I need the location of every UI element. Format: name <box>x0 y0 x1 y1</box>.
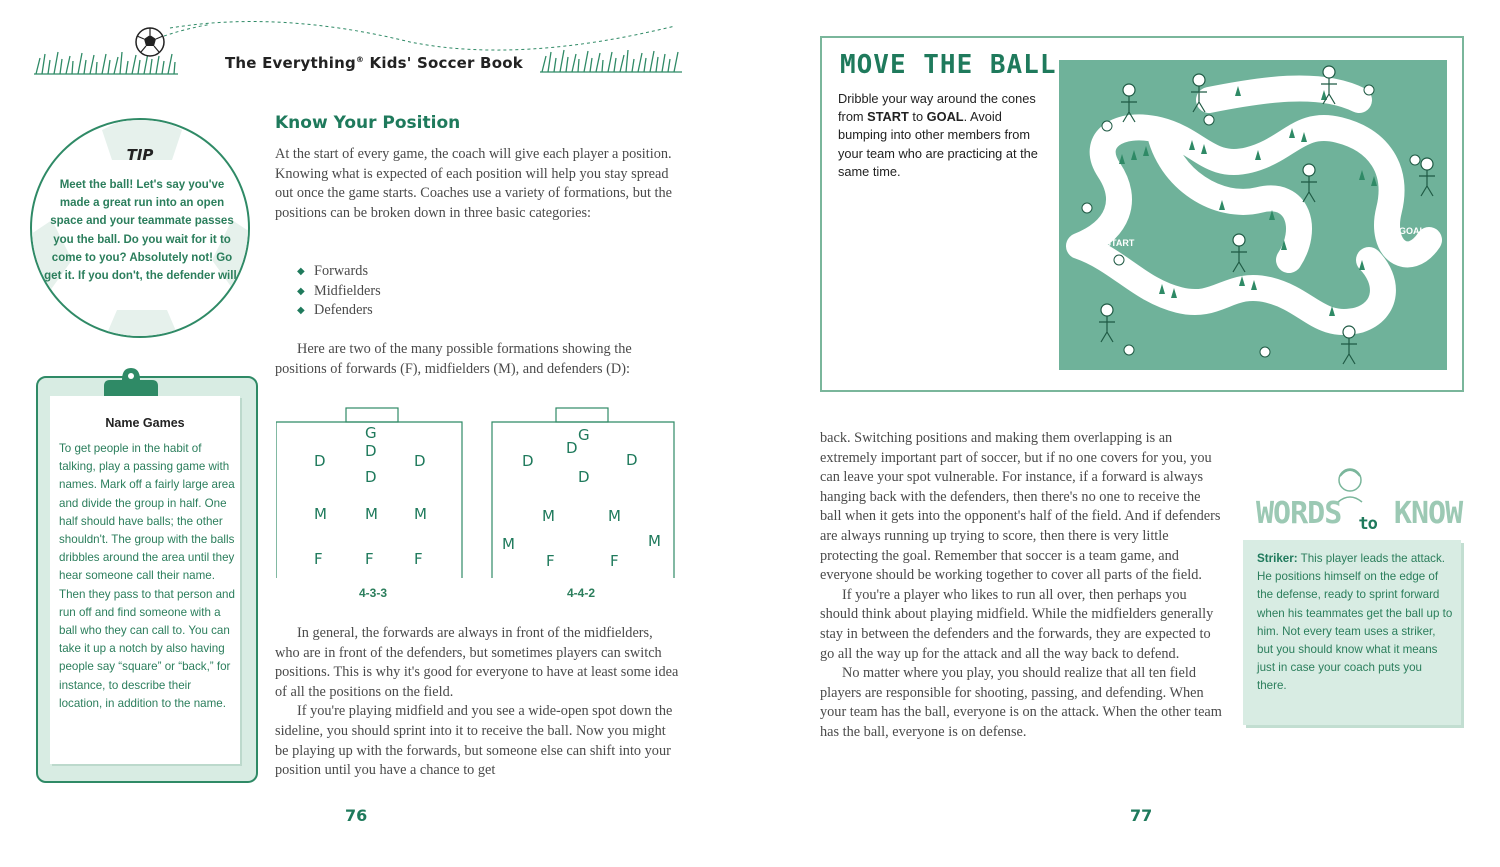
position-list <box>297 262 381 321</box>
list-item: ◆ Defenders <box>297 301 381 321</box>
midfielder-label: M <box>314 505 327 523</box>
name-games-title: Name Games <box>105 416 185 430</box>
goalie-label: G <box>578 426 590 444</box>
words-to-know-text: Striker: This player leads the attack. He positions himself on the edge of the defense, ready to sprint forward when his teammates get the ball up to him. Not every team uses a striker, but you should know what it means just in case your coach puts you there. <box>1257 552 1453 693</box>
words-to-know-box <box>1243 540 1461 725</box>
defender-label: D <box>566 439 578 457</box>
defender-label: D <box>626 451 638 469</box>
intro-paragraph: At the start of every game, the coach will give each player a position. Knowing what is expected of each position will help you stay spread out once the game starts. Coaches use a variety of formations, but the positions can be broken down in three basic categories: <box>275 146 673 221</box>
defender-label: D <box>414 452 426 470</box>
diamond-bullet-icon: ◆ <box>297 266 305 277</box>
formation-diagram-442 <box>490 406 680 578</box>
defender-label: D <box>314 452 326 470</box>
diamond-bullet-icon: ◆ <box>297 305 305 317</box>
book-title: The Everything® Kids' Soccer Book <box>225 54 523 72</box>
tip-text: Meet the ball! Let's say you've made a great run into an open space and your teammate passes you the ball. Do you wait for it to come to you? Absolutely not! Go get it. If you don't, the defender will. <box>44 179 240 283</box>
defender-label: D <box>578 468 590 486</box>
maze-title: MOVE THE BALL <box>840 50 1057 80</box>
forward-label: F <box>414 550 423 568</box>
diamond-bullet-icon: ◆ <box>297 285 305 297</box>
clipboard-clip <box>100 364 162 400</box>
words-to-know-heading: WORDS $_{to}$ KNOW <box>1256 496 1463 534</box>
maze-start-label: START <box>1105 238 1135 248</box>
midfielder-label: M <box>542 507 555 525</box>
formation-label-442: 4-4-2 <box>567 586 596 600</box>
maze-activity-box <box>820 36 1464 392</box>
forward-label: F <box>314 550 323 568</box>
maze-goal-label: GOAL! <box>1399 226 1428 236</box>
defender-label: D <box>365 468 377 486</box>
grass-decoration-right <box>538 40 688 80</box>
body-paragraph-right: back. Switching positions and making them overlapping is an extremely important part of soccer, but if no one covers for you, you can leave your spot vulnerable. For instance, if a forward is always hanging back with the defenders, then there's no one to receive the ball when it gets into the opponent's half of the field. And if defenders are always running up trying to score, then there is very little protecting the goal. Remember that soccer is a team game, and everyone should be working together to cover all parts of the field. If you're a player who likes to run all over, then perhaps you should think about playing midfield. While the midfielders generally stay in between the defenders and the forwards, they are expected to go all the way up for the attack and all the way back to defend. No matter where you play, you should realize that all ten field players are responsible for shooting, passing, and defending. When your team has the ball, everyone is on the attack. When the other team has the ball, everyone is on defense. <box>820 430 1222 740</box>
midfielder-label: M <box>414 505 427 523</box>
midfielder-label: M <box>648 532 661 550</box>
clipboard-paper <box>50 396 240 764</box>
forward-label: F <box>546 552 555 570</box>
maze-instructions: Dribble your way around the cones from START to GOAL. Avoid bumping into other members from your team who are practicing at the same time. <box>838 91 1038 179</box>
midfielder-label: M <box>608 507 621 525</box>
goalie-label: G <box>365 424 377 442</box>
midfielder-label: M <box>502 535 515 553</box>
list-item: ◆ Forwards <box>297 262 381 282</box>
midfielder-label: M <box>365 505 378 523</box>
tip-callout <box>30 118 250 338</box>
section-heading: Know Your Position <box>275 113 461 133</box>
formation-diagram-433 <box>276 406 466 578</box>
formation-label-433: 4-3-3 <box>359 586 388 600</box>
defender-label: D <box>522 452 534 470</box>
formations-intro: Here are two of the many possible formations showing the positions of forwards (F), midfielders (M), and defenders (D): <box>275 341 632 377</box>
page-number: 77 <box>1130 806 1153 825</box>
page-number: 76 <box>345 806 368 825</box>
name-games-text: To get people in the habit of talking, play a passing game with names. Mark off a fairly large area and divide the group in half. One half should have balls; the other shouldn't. The group with the balls dribbles around the area until they hear someone call their name. Then they pass to that person and run off and find someone with a ball who they can call to. You can take it up a notch by also having people say “square” or “back,” for instance, to describe their location, in addition to the name. <box>59 442 235 710</box>
tip-title: TIP <box>126 146 154 164</box>
defender-label: D <box>365 442 377 460</box>
body-paragraph: In general, the forwards are always in front of the midfielders, who are in front of the defenders, but sometimes players can switch positions. This is why it's good for everyone to have at least some idea of all the positions on the field. If you're playing midfield and you see a wide-open spot down the sideline, you should sprint into it to receive the ball. Now you might be playing up with the forwards, but someone else can shift into your position until you have a chance to get <box>275 625 679 779</box>
forward-label: F <box>365 550 374 568</box>
list-item: ◆ Midfielders <box>297 282 381 302</box>
maze-illustration <box>1059 60 1447 370</box>
forward-label: F <box>610 552 619 570</box>
